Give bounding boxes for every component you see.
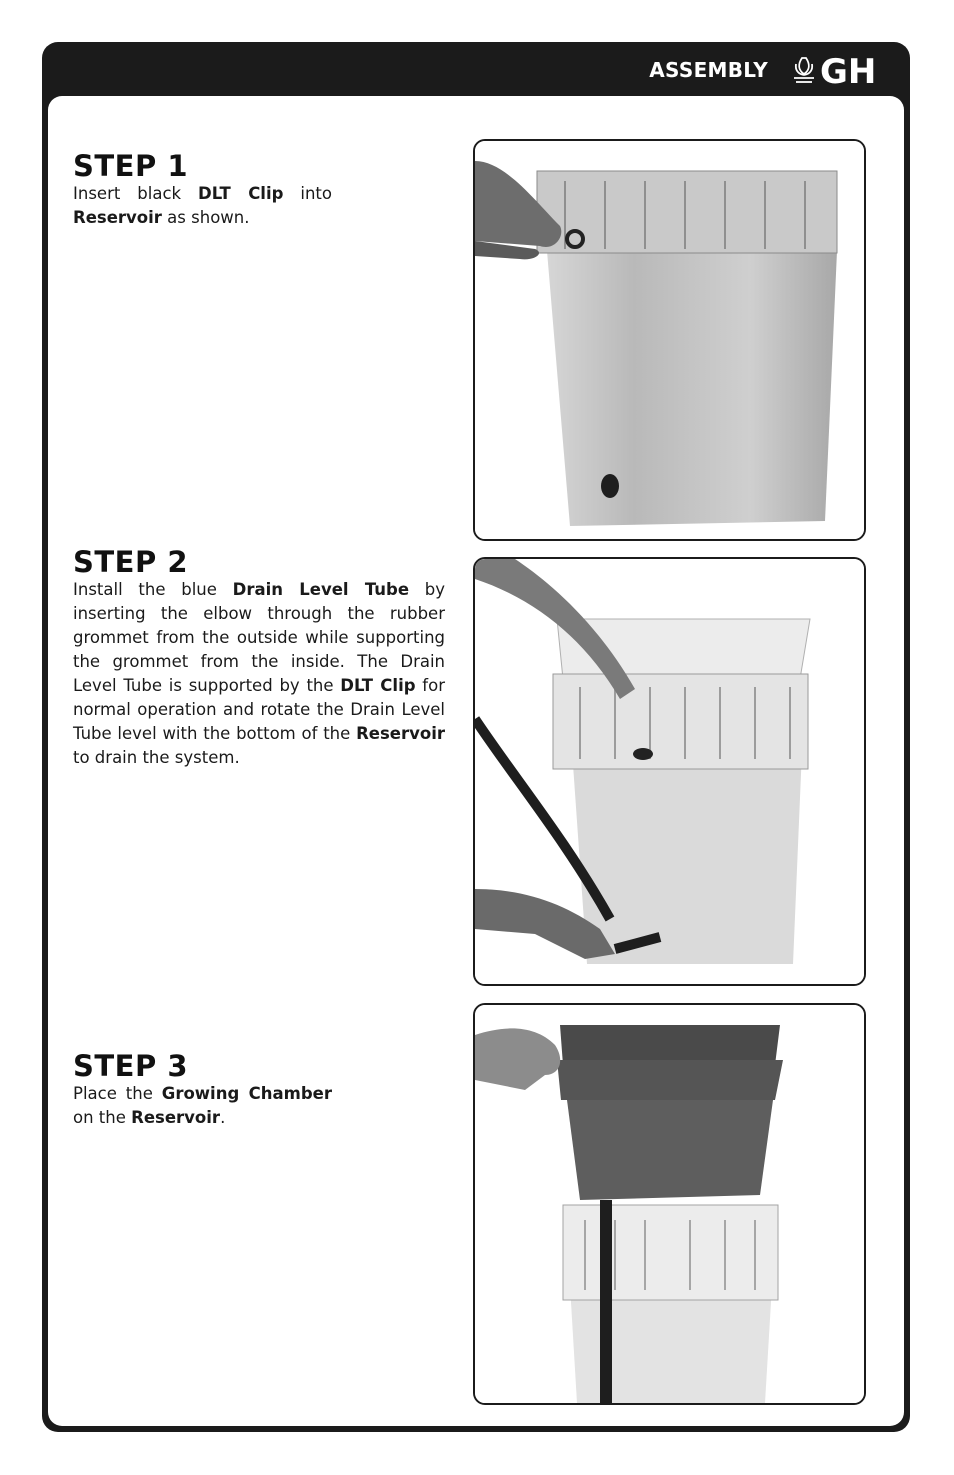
step-2-photo [473, 557, 866, 986]
step-1-photo [473, 139, 866, 541]
logo-text: GH [820, 52, 877, 90]
step-2-heading: STEP 2 [73, 545, 189, 579]
text-run: . [220, 1108, 226, 1127]
bold-term: Reservoir [356, 724, 445, 743]
step-1-heading: STEP 1 [73, 149, 189, 183]
bold-term: DLT Clip [340, 676, 416, 695]
growing-chamber-illustration [475, 1005, 864, 1403]
text-run: by inserting the elbow through the rubber grommet from the outside while supporting the grommet from the inside. The Drain Level Tube is supported by the [73, 580, 445, 695]
bold-term: Reservoir [73, 208, 162, 227]
step-1 [73, 150, 332, 230]
lotus-icon [794, 58, 814, 82]
gh-logo [790, 50, 886, 90]
text-run: Install the blue [73, 580, 233, 599]
text-run: as shown. [161, 208, 250, 227]
step-1-text [73, 182, 332, 230]
header-bar [42, 42, 910, 96]
section-title: ASSEMBLY [649, 58, 768, 82]
step-3 [73, 1050, 332, 1130]
step-3-heading: STEP 3 [73, 1049, 189, 1083]
text-run: Insert black [73, 184, 199, 203]
reservoir-clip-illustration [475, 141, 864, 539]
step-3-text [73, 1082, 332, 1130]
step-2 [73, 546, 445, 770]
bold-term: Growing Chamber [161, 1084, 332, 1103]
step-3-photo [473, 1003, 866, 1405]
text-run: for normal operation and rotate the Drain Level Tube level with the bottom of the [73, 676, 445, 743]
bold-term: Reservoir [131, 1108, 221, 1127]
text-run: into [283, 184, 332, 203]
text-run: Place the [73, 1084, 162, 1103]
bold-term: Drain Level Tube [232, 580, 410, 599]
text-run: to drain the system. [73, 748, 240, 767]
drain-tube-illustration [475, 559, 864, 984]
step-2-text [73, 578, 445, 770]
text-run: on the [73, 1108, 132, 1127]
bold-term: DLT Clip [198, 184, 284, 203]
